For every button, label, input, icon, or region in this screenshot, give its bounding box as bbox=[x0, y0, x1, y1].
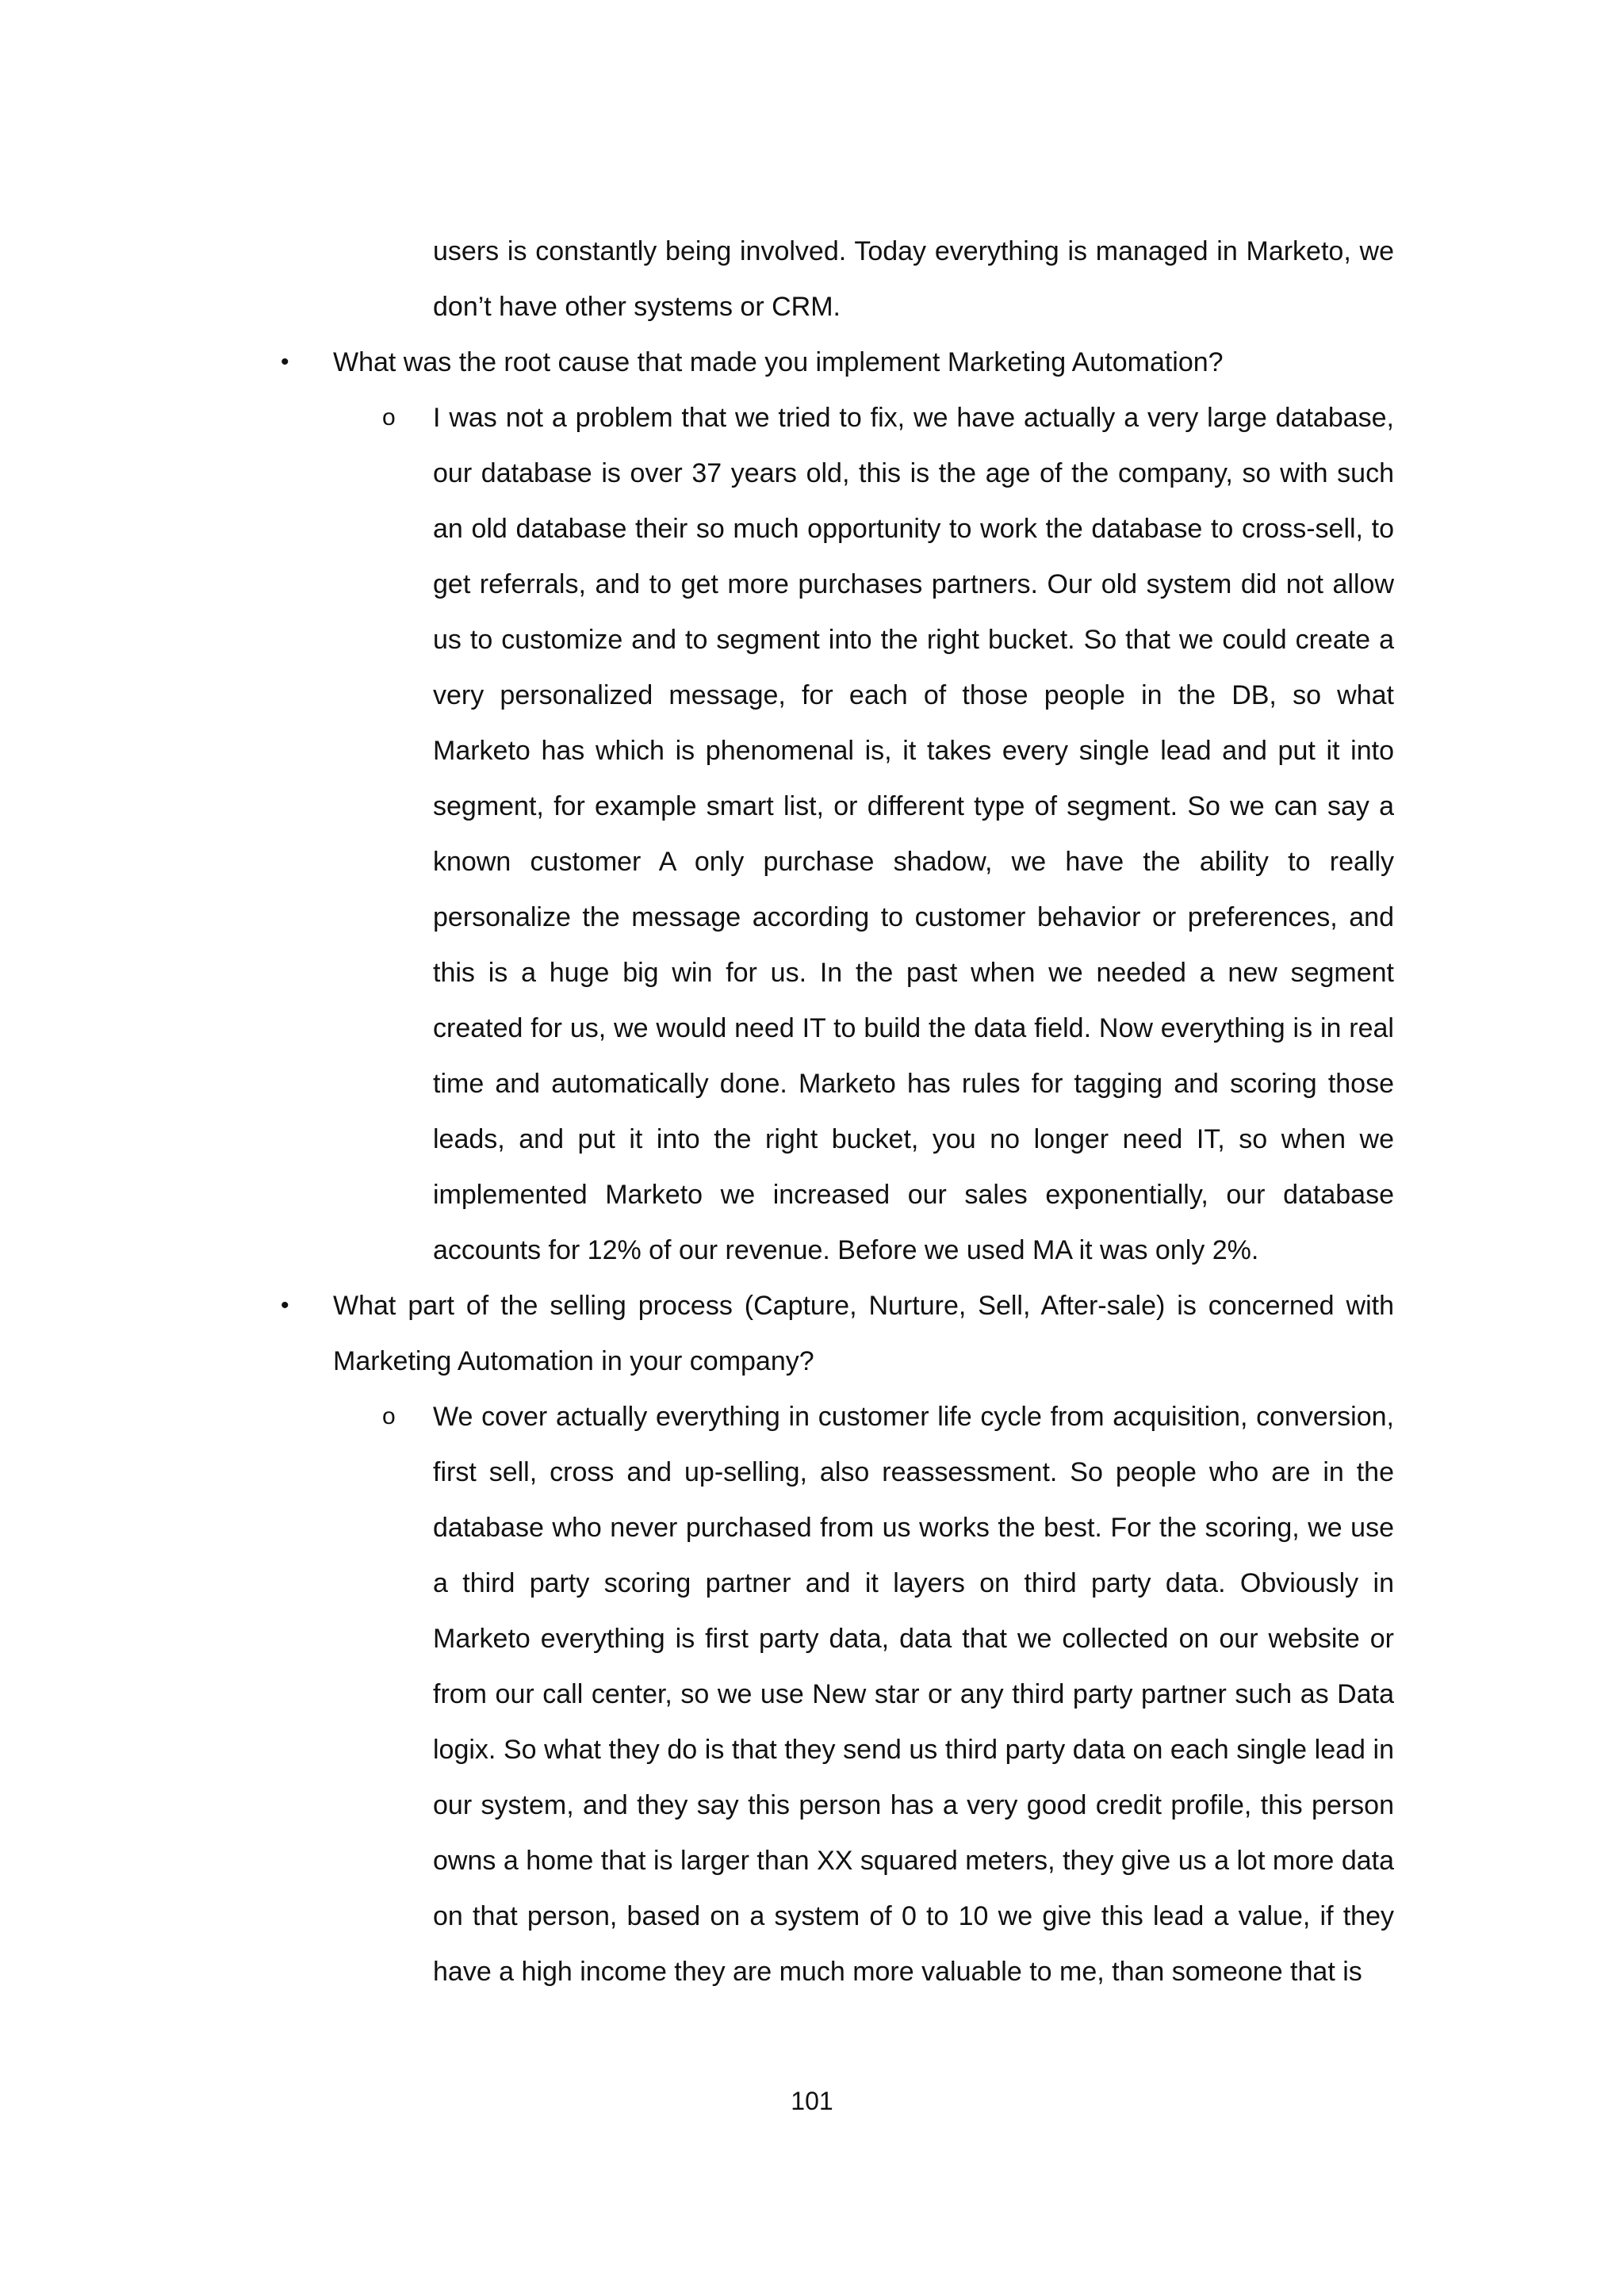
sub-bullet-marker: o bbox=[382, 1403, 396, 1429]
question-root-cause bbox=[281, 335, 1394, 390]
answer-selling-process bbox=[382, 1389, 1394, 1999]
bullet-marker: • bbox=[281, 349, 289, 375]
question-selling-process bbox=[281, 1278, 1394, 1389]
body-text bbox=[276, 224, 1394, 1999]
answer-text: I was not a problem that we tried to fix, we have actually a very large database, our database is over 37 years old, this is the age of the company, so with such an old database their so much opportunity to work the database to cross-sell, to get referrals, and to get more purchases partners. Our old system did not allow us to customize and to segment into the right bucket. So that we could create a very personalized message, for each of those people in the DB, so what Marketo has which is phenomenal is, it takes every single lead and put it into segment, for example smart list, or different type of segment. So we can say a known customer A only purchase shadow, we have the ability to really personalize the message according to customer behavior or preferences, and this is a huge big win for us. In the past when we needed a new segment created for us, we would need IT to build the data field. Now everything is in real time and automatically done. Marketo has rules for tagging and scoring those leads, and put it into the right bucket, you no longer need IT, so when we implemented Marketo we increased our sales exponentially, our database accounts for 12% of our revenue. Before we used MA it was only 2%. bbox=[433, 403, 1394, 1265]
answer-root-cause bbox=[382, 390, 1394, 1278]
page-number: 101 bbox=[791, 2087, 833, 2115]
question-text: What part of the selling process (Capture, Nurture, Sell, After-sale) is concerned with Marketing Automation in your company? bbox=[333, 1291, 1394, 1376]
bullet-marker: • bbox=[281, 1292, 289, 1318]
sub-bullet-marker: o bbox=[382, 404, 396, 430]
continuation-paragraph: users is constantly being involved. Today everything is managed in Marketo, we don’t have other systems or CRM. bbox=[433, 236, 1394, 322]
answer-text: We cover actually everything in customer life cycle from acquisition, conversion, first sell, cross and up-selling, also reassessment. So people who are in the database who never purchased from us works the best. For the scoring, we use a third party scoring partner and it layers on third party data. Obviously in Marketo everything is first party data, data that we collected on our website or from our call center, so we use New star or any third party partner such as Data logix. So what they do is that they send us third party data on each single lead in our system, and they say this person has a very good credit profile, this person owns a home that is larger than XX squared meters, they give us a lot more data on that person, based on a system of 0 to 10 we give this lead a value, if they have a high income they are much more valuable to me, than someone that is bbox=[433, 1402, 1394, 1987]
question-text: What was the root cause that made you implement Marketing Automation? bbox=[333, 347, 1224, 377]
